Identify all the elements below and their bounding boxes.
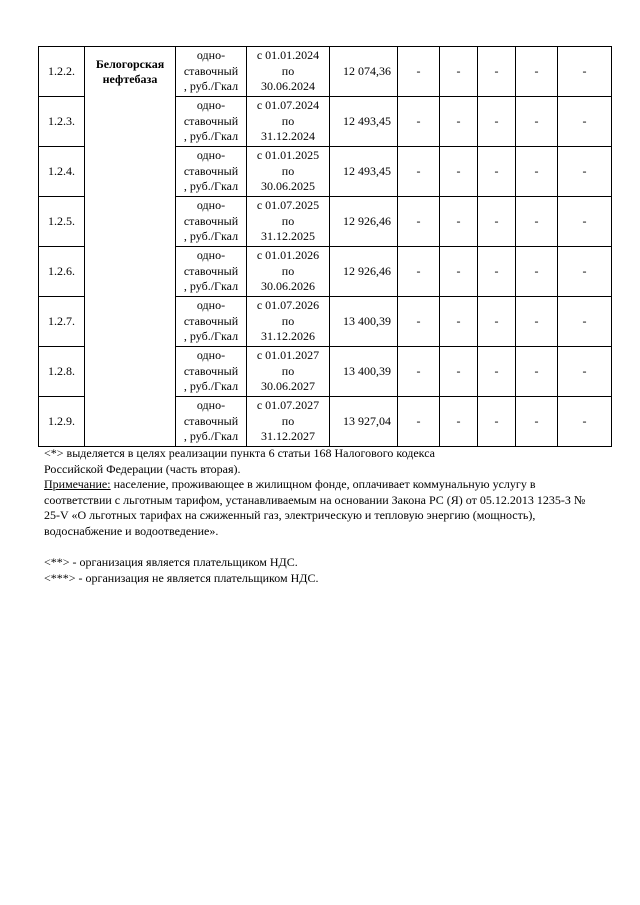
- empty-value-cell: -: [440, 197, 478, 247]
- row-number-cell: 1.2.2.: [39, 47, 85, 97]
- empty-value-cell: -: [478, 297, 516, 347]
- empty-value-cell: -: [478, 47, 516, 97]
- row-number-cell: 1.2.7.: [39, 297, 85, 347]
- rate-cell: 12 926,46: [330, 247, 398, 297]
- empty-value-cell: -: [558, 297, 612, 347]
- empty-value-cell: -: [398, 347, 440, 397]
- row-number-cell: 1.2.8.: [39, 347, 85, 397]
- period-cell: с 01.01.2024 по 30.06.2024: [247, 47, 330, 97]
- empty-value-cell: -: [398, 147, 440, 197]
- period-cell: с 01.01.2027 по 30.06.2027: [247, 347, 330, 397]
- empty-value-cell: -: [398, 397, 440, 447]
- rate-cell: 12 074,36: [330, 47, 398, 97]
- empty-value-cell: -: [478, 247, 516, 297]
- empty-value-cell: -: [440, 297, 478, 347]
- tariff-table: [38, 46, 612, 447]
- tariff-unit-cell: одно- ставочный , руб./Гкал: [176, 347, 247, 397]
- empty-value-cell: -: [398, 197, 440, 247]
- tariff-unit-cell: одно- ставочный , руб./Гкал: [176, 397, 247, 447]
- empty-value-cell: -: [440, 97, 478, 147]
- spacer: [44, 539, 604, 555]
- empty-value-cell: -: [516, 347, 558, 397]
- empty-value-cell: -: [398, 297, 440, 347]
- empty-value-cell: -: [440, 347, 478, 397]
- empty-value-cell: -: [558, 347, 612, 397]
- row-number-cell: 1.2.6.: [39, 247, 85, 297]
- empty-value-cell: -: [440, 147, 478, 197]
- empty-value-cell: -: [516, 147, 558, 197]
- tariff-unit-cell: одно- ставочный , руб./Гкал: [176, 97, 247, 147]
- empty-value-cell: -: [516, 247, 558, 297]
- empty-value-cell: -: [558, 247, 612, 297]
- empty-value-cell: -: [478, 97, 516, 147]
- row-number-cell: 1.2.9.: [39, 397, 85, 447]
- period-cell: с 01.01.2026 по 30.06.2026: [247, 247, 330, 297]
- empty-value-cell: -: [398, 247, 440, 297]
- rate-cell: 12 493,45: [330, 97, 398, 147]
- vat-footnote-line-2: Российской Федерации (часть вторая).: [44, 461, 241, 476]
- empty-value-cell: -: [558, 197, 612, 247]
- period-cell: с 01.07.2026 по 31.12.2026: [247, 297, 330, 347]
- empty-value-cell: -: [558, 397, 612, 447]
- row-number-cell: 1.2.3.: [39, 97, 85, 147]
- empty-value-cell: -: [516, 97, 558, 147]
- remark-text: население, проживающее в жилищном фонде, оплачивает коммунальную услугу в соответствии с льготным тарифом, устанавливаемым на основании Закона РС (Я) от 05.12.2013 1235-З № 25-V «О льготных тарифах на сжиженный газ, электрическую и тепловую энергию (мощность), водоснабжение и водоотведение».: [44, 477, 586, 538]
- empty-value-cell: -: [398, 97, 440, 147]
- rate-cell: 13 400,39: [330, 347, 398, 397]
- period-cell: с 01.07.2024 по 31.12.2024: [247, 97, 330, 147]
- vat-footnote-line-1: <*> выделяется в целях реализации пункта 6 статьи 168 Налогового кодекса: [44, 446, 435, 460]
- period-cell: с 01.01.2025 по 30.06.2025: [247, 147, 330, 197]
- tariff-unit-cell: одно- ставочный , руб./Гкал: [176, 297, 247, 347]
- empty-value-cell: -: [558, 147, 612, 197]
- remark-label: Примечание:: [44, 477, 111, 491]
- rate-cell: 13 400,39: [330, 297, 398, 347]
- remark-paragraph: [44, 477, 604, 539]
- empty-value-cell: -: [558, 47, 612, 97]
- empty-value-cell: -: [516, 297, 558, 347]
- tariff-unit-cell: одно- ставочный , руб./Гкал: [176, 247, 247, 297]
- empty-value-cell: -: [478, 397, 516, 447]
- row-number-cell: 1.2.4.: [39, 147, 85, 197]
- vat-payer-note: <**> - организация является плательщиком НДС.: [44, 555, 298, 569]
- vat-nonpayer-note: <***> - организация не является плательщиком НДС.: [44, 570, 319, 585]
- empty-value-cell: -: [398, 47, 440, 97]
- tariff-unit-cell: одно- ставочный , руб./Гкал: [176, 197, 247, 247]
- row-number-cell: 1.2.5.: [39, 197, 85, 247]
- empty-value-cell: -: [558, 97, 612, 147]
- notes-section: [44, 446, 604, 586]
- empty-value-cell: -: [516, 47, 558, 97]
- empty-value-cell: -: [440, 397, 478, 447]
- empty-value-cell: -: [478, 347, 516, 397]
- rate-cell: 12 493,45: [330, 147, 398, 197]
- organization-cell: Белогорская нефтебаза: [85, 47, 176, 447]
- period-cell: с 01.07.2027 по 31.12.2027: [247, 397, 330, 447]
- empty-value-cell: -: [440, 247, 478, 297]
- empty-value-cell: -: [516, 397, 558, 447]
- tariff-unit-cell: одно- ставочный , руб./Гкал: [176, 147, 247, 197]
- empty-value-cell: -: [478, 147, 516, 197]
- empty-value-cell: -: [440, 47, 478, 97]
- tariff-table-body: [39, 47, 612, 447]
- rate-cell: 12 926,46: [330, 197, 398, 247]
- empty-value-cell: -: [478, 197, 516, 247]
- table-row: [39, 47, 612, 97]
- period-cell: с 01.07.2025 по 31.12.2025: [247, 197, 330, 247]
- tariff-unit-cell: одно- ставочный , руб./Гкал: [176, 47, 247, 97]
- empty-value-cell: -: [516, 197, 558, 247]
- rate-cell: 13 927,04: [330, 397, 398, 447]
